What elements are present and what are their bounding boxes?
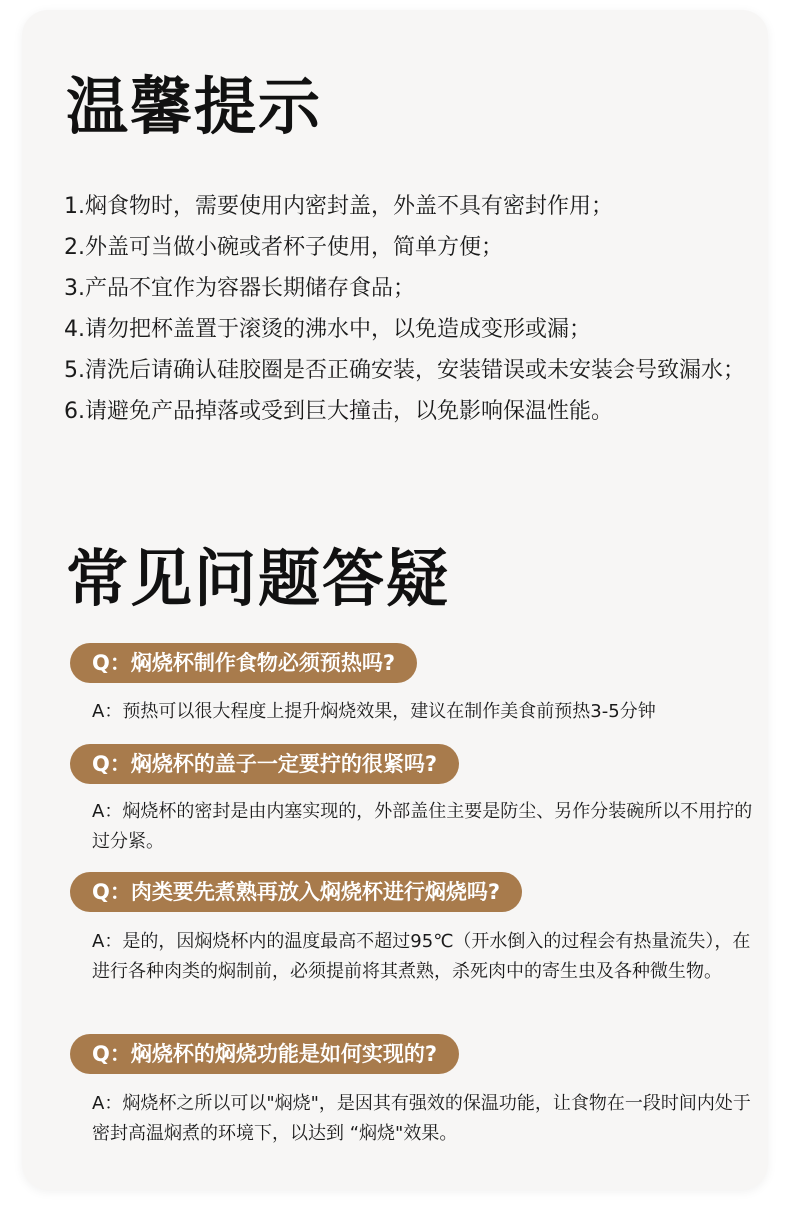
faq-question-4: Q：焖烧杯的焖烧功能是如何实现的? (70, 1034, 459, 1074)
tip-item: 2.外盖可当做小碗或者杯子使用，简单方便； (64, 235, 503, 260)
faq-answer-3: A：是的，因焖烧杯内的温度最高不超过95℃（开水倒入的过程会有热量流失），在进行各种肉类的焖制前，必须提前将其煮熟，杀死肉中的寄生虫及各种微生物。 (92, 931, 751, 982)
faq-question-2: Q：焖烧杯的盖子一定要拧的很紧吗? (70, 744, 459, 784)
faq-answer-2: A：焖烧杯的密封是由内塞实现的，外部盖住主要是防尘、另作分装碗所以不用拧的过分紧。 (92, 801, 753, 852)
tip-item: 5.清洗后请确认硅胶圈是否正确安装，安装错误或未安装会号致漏水； (64, 358, 745, 383)
faq-title: 常见问题答疑 (66, 542, 451, 615)
tip-item: 1.焖食物时，需要使用内密封盖，外盖不具有密封作用； (64, 194, 613, 219)
tip-item: 3.产品不宜作为容器长期储存食品； (64, 276, 415, 301)
tips-list (64, 186, 764, 432)
faq-answer-4: A：焖烧杯之所以可以"焖烧"，是因其有强效的保温功能，让食物在一段时间内处于密封高温焖煮的环境下，以达到 “焖烧"效果。 (92, 1093, 751, 1144)
faq-question-3: Q：肉类要先煮熟再放入焖烧杯进行焖烧吗? (70, 872, 522, 912)
tips-title: 温馨提示 (66, 70, 323, 143)
tip-item: 6.请避免产品掉落或受到巨大撞击，以免影响保温性能。 (64, 399, 613, 424)
faq-answer-1: A：预热可以很大程度上提升焖烧效果，建议在制作美食前预热3-5分钟 (92, 701, 656, 722)
faq-question-1: Q：焖烧杯制作食物必须预热吗? (70, 643, 417, 683)
tip-item: 4.请勿把杯盖置于滚烫的沸水中，以免造成变形或漏； (64, 317, 591, 342)
